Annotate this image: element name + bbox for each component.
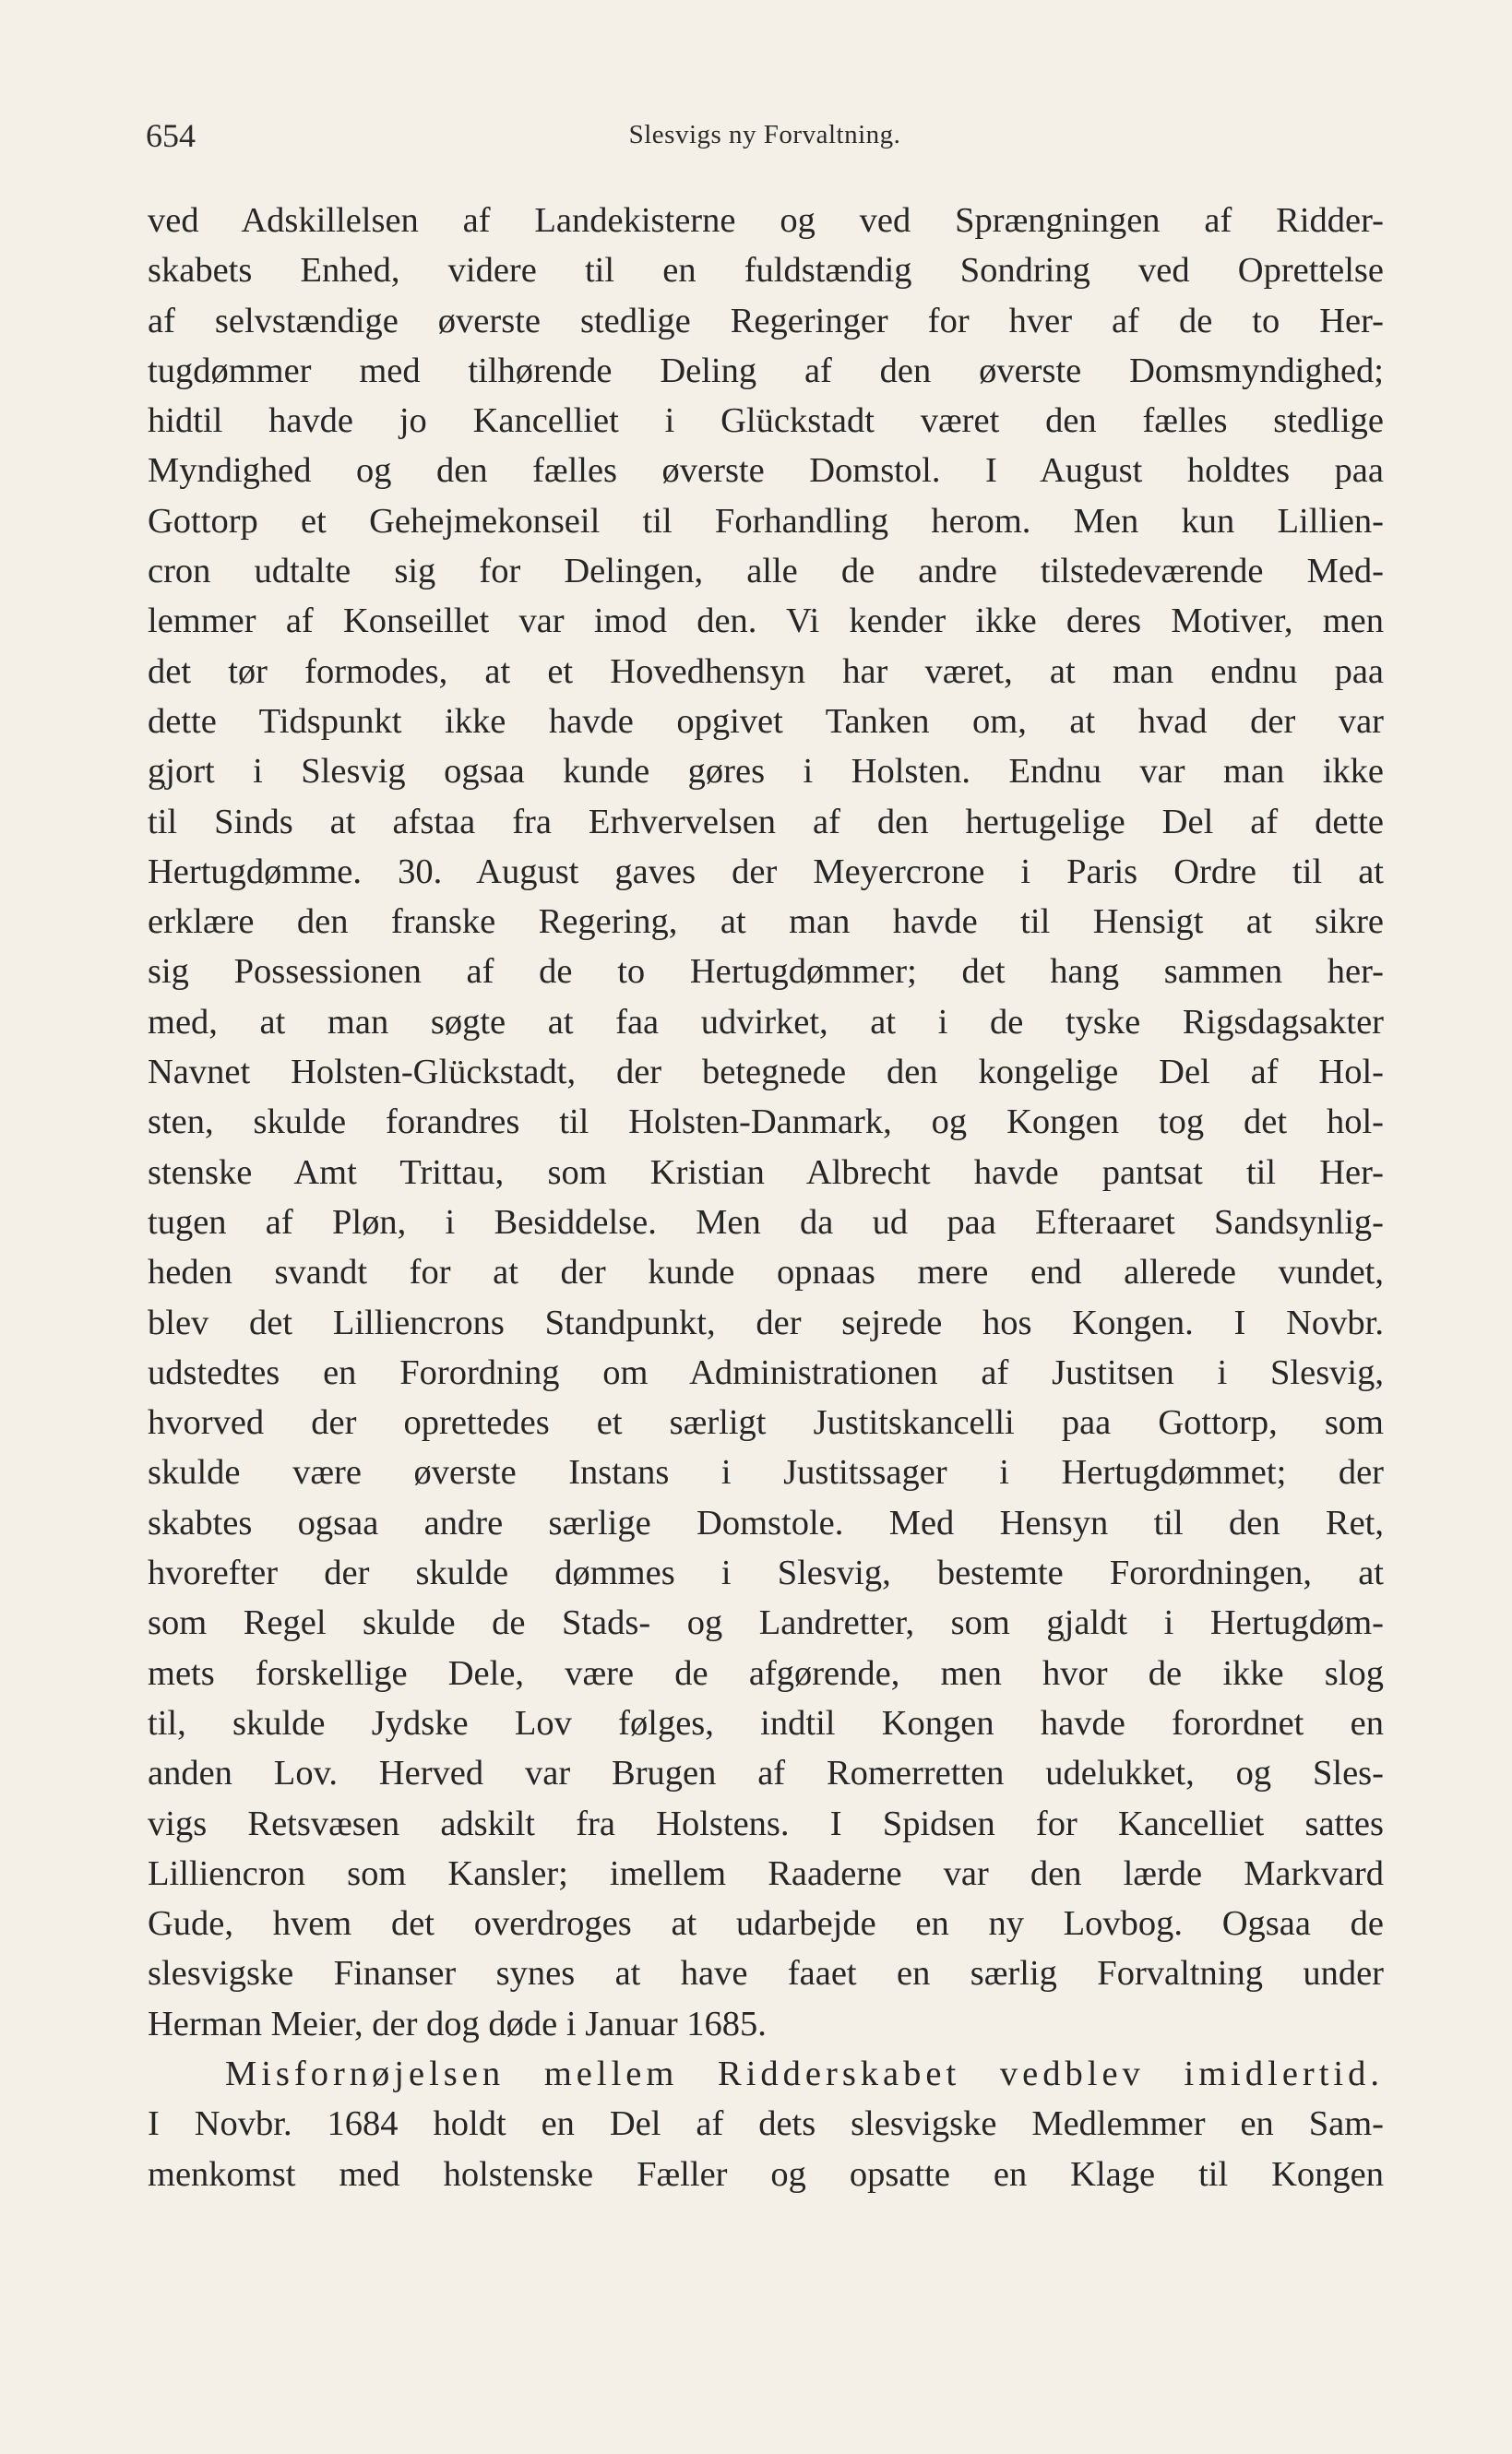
text-line: gjort i Slesvig ogsaa kunde gøres i Holsten. Endnu var man ikke	[148, 752, 1384, 792]
text-line: Gottorp et Gehejmekonseil til Forhandling herom. Men kun Lillien-	[148, 501, 1384, 541]
paragraph	[148, 2049, 1384, 2199]
running-head	[146, 109, 1384, 161]
text-line: med, at man søgte at faa udvirket, at i de tyske Rigsdagsakter	[148, 1002, 1384, 1042]
text-line: dette Tidspunkt ikke havde opgivet Tanken om, at hvad der var	[148, 701, 1384, 741]
text-line: blev det Lilliencrons Standpunkt, der sejrede hos Kongen. I Novbr.	[148, 1303, 1384, 1342]
page-number: 654	[146, 117, 196, 154]
text-line: heden svandt for at der kunde opnaas mere end allerede vundet,	[148, 1253, 1384, 1293]
running-title: Slesvigs ny Forvaltning.	[628, 120, 901, 149]
text-line: sten, skulde forandres til Holsten-Danmark, og Kongen tog det hol-	[148, 1102, 1384, 1142]
text-line: af selvstændige øverste stedlige Regeringer for hver af de to Her-	[148, 301, 1384, 340]
text-line: som Regel skulde de Stads- og Landretter, som gjaldt i Hertugdøm-	[148, 1603, 1384, 1643]
text-line: tugen af Pløn, i Besiddelse. Men da ud paa Efteraaret Sandsynlig-	[148, 1202, 1384, 1242]
text-line: Herman Meier, der dog døde i Januar 1685.	[148, 2004, 767, 2043]
text-line: skabets Enhed, videre til en fuldstændig Sondring ved Oprettelse	[148, 251, 1384, 291]
text-line: skulde være øverste Instans i Justitssager i Hertugdømmet; der	[148, 1453, 1384, 1493]
text-line: cron udtalte sig for Delingen, alle de andre tilstedeværende Med-	[148, 552, 1384, 591]
text-line: vigs Retsvæsen adskilt fra Holstens. I Spidsen for Kancelliet sattes	[148, 1804, 1384, 1843]
text-line: ved Adskillelsen af Landekisterne og ved Sprængningen af Ridder-	[148, 201, 1384, 240]
text-line: skabtes ogsaa andre særlige Domstole. Med Hensyn til den Ret,	[148, 1503, 1384, 1543]
text-line: menkomst med holstenske Fæller og opsatte en Klage til Kongen	[148, 2154, 1384, 2194]
text-line: sig Possessionen af de to Hertugdømmer; det hang sammen her-	[148, 952, 1384, 992]
text-line: udstedtes en Forordning om Administrationen af Justitsen i Slesvig,	[148, 1352, 1384, 1392]
text-line: erklære den franske Regering, at man havde til Hensigt at sikre	[148, 902, 1384, 942]
text-line: Lilliencron som Kansler; imellem Raaderne var den lærde Markvard	[148, 1853, 1384, 1893]
text-line: til Sinds at afstaa fra Erhvervelsen af den hertugelige Del af dette	[148, 802, 1384, 841]
text-line: hvorefter der skulde dømmes i Slesvig, bestemte Forordningen, at	[148, 1554, 1384, 1593]
text-line: hvorved der oprettedes et særligt Justitskancelli paa Gottorp, som	[148, 1403, 1384, 1443]
paragraph	[148, 196, 1384, 2049]
text-line: anden Lov. Herved var Brugen af Romerretten udelukket, og Sles-	[148, 1754, 1384, 1793]
text-line: Myndighed og den fælles øverste Domstol. I August holdtes paa	[148, 451, 1384, 491]
text-line: Gude, hvem det overdroges at udarbejde en ny Lovbog. Ogsaa de	[148, 1904, 1384, 1944]
text-line: mets forskellige Dele, være de afgørende, men hvor de ikke slog	[148, 1653, 1384, 1693]
text-line: Hertugdømme. 30. August gaves der Meyercrone i Paris Ordre til at	[148, 852, 1384, 891]
text-line: slesvigske Finanser synes at have faaet en særlig Forvaltning under	[148, 1954, 1384, 1994]
text-line: hidtil havde jo Kancelliet i Glückstadt været den fælles stedlige	[148, 401, 1384, 441]
text-line: lemmer af Konseillet var imod den. Vi kender ikke deres Motiver, men	[148, 602, 1384, 641]
text-line: Misfornøjelsen mellem Ridderskabet vedblev imidlertid.	[225, 2054, 1384, 2093]
text-line: det tør formodes, at et Hovedhensyn har været, at man endnu paa	[148, 651, 1384, 691]
text-line: til, skulde Jydske Lov følges, indtil Kongen havde forordnet en	[148, 1703, 1384, 1743]
text-line: I Novbr. 1684 holdt en Del af dets slesvigske Medlemmer en Sam-	[148, 2104, 1384, 2144]
text-line: Navnet Holsten-Glückstadt, der betegnede den kongelige Del af Hol-	[148, 1053, 1384, 1092]
text-line: stenske Amt Trittau, som Kristian Albrecht havde pantsat til Her-	[148, 1152, 1384, 1192]
text-line: tugdømmer med tilhørende Deling af den øverste Domsmyndighed;	[148, 351, 1384, 390]
body-text	[148, 196, 1384, 2199]
